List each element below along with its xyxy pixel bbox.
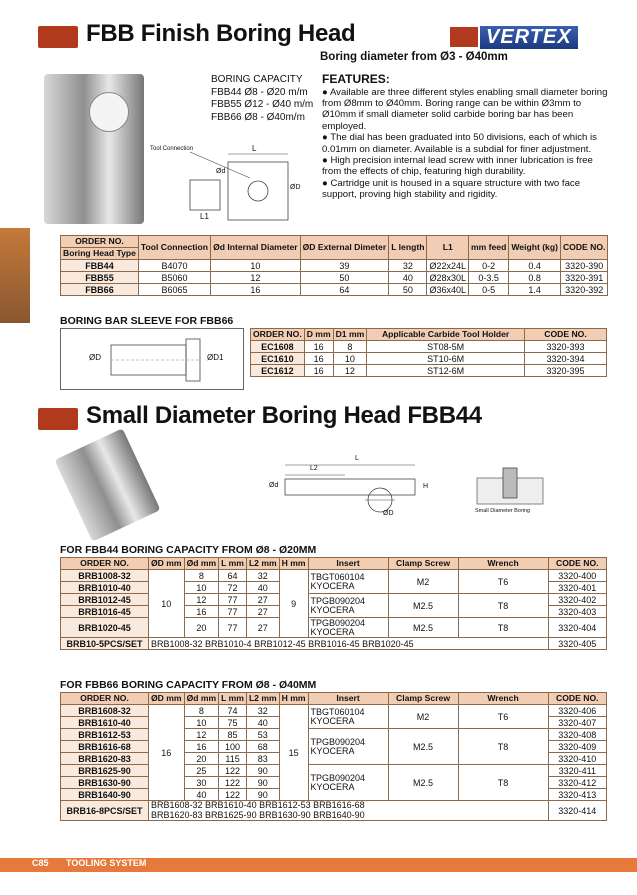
col-header: Ød mm <box>184 558 219 570</box>
boring-head-photo <box>44 74 144 224</box>
capacity-heading: BORING CAPACITY <box>211 74 303 85</box>
table-row: BRB1008-32 10 8 64 32 9 TBGT060104 KYOCERA M2 T6 3320-400 <box>61 570 607 582</box>
page-subtitle: Boring diameter from Ø3 - Ø40mm <box>320 51 508 63</box>
col-header: ØD External Dimeter <box>300 236 389 260</box>
brand-logo-icon <box>38 408 78 430</box>
col-header: CODE NO. <box>560 236 608 260</box>
col-header: Wrench <box>458 693 548 705</box>
col-header: CODE NO. <box>548 558 606 570</box>
col-header: L2 mm <box>246 558 279 570</box>
feature-item: ● The dial has been graduated into 50 divisions, each of which is 0.01mm on diameter. Available is a subdial for finer adjustment. <box>322 132 597 155</box>
tool-connection-label: Tool Connection <box>150 146 194 152</box>
col-header: Applicable Carbide Tool Holder <box>367 329 525 341</box>
col-header: Tool Connection <box>138 236 210 260</box>
table-row: EC1608 16 8 ST08-5M 3320-393 <box>251 341 607 353</box>
col-header: ORDER NO. <box>251 329 305 341</box>
table-row: BRB16-8PCS/SET BRB1608-32 BRB1610-40 BRB1612-53 BRB1616-68 BRB1620-83 BRB1625-90 BRB1630-90 BRB1640-90 3320-414 <box>61 801 607 821</box>
features-section <box>322 72 609 201</box>
table-row: BRB1640-90 40 122 90 3320-413 <box>61 789 607 801</box>
illustration-caption: Small Diameter Boring <box>475 508 531 514</box>
sleeve-drawing <box>60 328 244 390</box>
col-header: H mm <box>279 693 308 705</box>
table-row: BRB1620-83 20 115 83 3320-410 <box>61 753 607 765</box>
col-header: ORDER NO. <box>61 236 139 248</box>
page-number: C85 <box>32 858 49 868</box>
dim-h-label: H <box>423 483 429 490</box>
table-row: EC1612 16 12 ST12-6M 3320-395 <box>251 365 607 377</box>
col-header: L length <box>389 236 427 260</box>
capacity-line: FBB66 Ø8 - Ø40m/m <box>211 111 305 123</box>
col-header: D1 mm <box>333 329 367 341</box>
feature-item: ● High precision internal lead screw with inner lubrication is free from the effects of chip, featuring high durability. <box>322 155 593 178</box>
table-row: BRB10-5PCS/SET BRB1008-32 BRB1010-4 BRB1012-45 BRB1016-45 BRB1020-45 3320-405 <box>61 638 607 650</box>
col-header: ØD mm <box>149 558 185 570</box>
boring-bar-drawing <box>265 455 465 520</box>
col-header: L1 <box>427 236 469 260</box>
features-heading: FEATURES: <box>322 72 390 86</box>
col-header: mm feed <box>468 236 508 260</box>
table-row: BRB1020-45 20 77 27 TPGB090204 KYOCERA M2.5 T8 3320-404 <box>61 618 607 638</box>
col-header: ORDER NO. <box>61 693 149 705</box>
col-header: Clamp Screw <box>388 693 458 705</box>
col-header: Insert <box>308 558 388 570</box>
col-header: L2 mm <box>246 693 279 705</box>
vertex-logo-icon <box>450 27 478 47</box>
boring-head-drawing <box>150 140 310 225</box>
col-subheader: Boring Head Type <box>61 248 139 260</box>
col-header: Clamp Screw <box>388 558 458 570</box>
col-header: CODE NO. <box>525 329 607 341</box>
dim-l2-label: L2 <box>310 465 318 472</box>
page-title: FBB Finish Boring Head <box>86 20 356 47</box>
dim-l-label: L <box>355 455 359 462</box>
table-row: EC1610 16 10 ST10-6M 3320-394 <box>251 353 607 365</box>
dim-d-label: ØD <box>383 510 394 517</box>
brand-name: VERTEX <box>480 26 578 49</box>
footer-label: TOOLING SYSTEM <box>66 858 147 868</box>
col-header: Wrench <box>458 558 548 570</box>
table-row: BRB1012-45 12 77 27 TPGB090204 KYOCERA M2.5 T8 3320-402 <box>61 594 607 606</box>
table-row: BRB1630-90 30 122 90 3320-412 <box>61 777 607 789</box>
fbb44-table <box>60 557 607 650</box>
fbb66-heading: FOR FBB66 BORING CAPACITY FROM Ø8 - Ø40MM <box>60 679 317 691</box>
boring-capacity <box>211 74 313 124</box>
dim-d-label: ØD <box>290 184 301 191</box>
dim-small-d-label: Ød <box>216 168 226 175</box>
col-header: ORDER NO. <box>61 558 149 570</box>
table-row: BRB1616-68 16 100 68 3320-409 <box>61 741 607 753</box>
side-tab-image <box>0 228 30 323</box>
fbb44-heading: FOR FBB44 BORING CAPACITY FROM Ø8 - Ø20MM <box>60 544 317 556</box>
col-header: ØD mm <box>149 693 185 705</box>
table-row: BRB1612-53 12 85 53 TPGB090204 KYOCERA M2.5 T8 3320-408 <box>61 729 607 741</box>
table-row: FBB55 B5060 12 50 40 Ø28x30L 0-3.5 0.8 3320-391 <box>61 272 608 284</box>
table-row: BRB1610-40 10 75 40 3320-407 <box>61 717 607 729</box>
col-header: Ød mm <box>184 693 219 705</box>
table-row: BRB1010-40 10 72 40 3320-401 <box>61 582 607 594</box>
dim-l1-label: L1 <box>200 212 209 221</box>
dim-l-label: L <box>252 144 257 153</box>
small-boring-head-photo <box>54 428 160 541</box>
sleeve-table <box>250 328 607 377</box>
small-boring-illustration <box>475 448 545 523</box>
section-title: Small Diameter Boring Head FBB44 <box>86 402 482 429</box>
boring-head-table <box>60 235 608 296</box>
dim-small-d-label: Ød <box>269 482 279 489</box>
table-row: FBB66 B6065 16 64 50 Ø36x40L 0-5 1.4 3320-392 <box>61 284 608 296</box>
capacity-line: FBB55 Ø12 - Ø40 m/m <box>211 99 314 110</box>
feature-item: ● Cartridge unit is housed in a square structure with two face support, proving high stability and rigidity. <box>322 178 581 201</box>
col-header: Insert <box>308 693 388 705</box>
col-header: L mm <box>219 693 247 705</box>
brand-logo-icon <box>38 26 78 48</box>
feature-item: ● Available are three different styles enabling small diameter boring from Ø8mm to Ø40mm. Boring range can be within Ø3mm to Ø10mm if small diameter solid carbide boring bar has been employed. <box>322 87 608 132</box>
capacity-line: FBB44 Ø8 - Ø20 m/m <box>211 86 308 98</box>
table-row: BRB1625-90 25 122 90 TPGB090204 KYOCERA M2.5 T8 3320-411 <box>61 765 607 777</box>
col-header: H mm <box>279 558 308 570</box>
table-row: BRB1016-45 16 77 27 3320-403 <box>61 606 607 618</box>
col-header: Ød Internal Diameter <box>211 236 301 260</box>
dim-d1-label: ØD1 <box>207 353 224 362</box>
col-header: CODE NO. <box>548 693 606 705</box>
sleeve-heading: BORING BAR SLEEVE FOR FBB66 <box>60 315 234 327</box>
col-header: D mm <box>304 329 333 341</box>
col-header: L mm <box>219 558 247 570</box>
fbb66-table <box>60 692 607 821</box>
col-header: Weight (kg) <box>509 236 561 260</box>
table-row: BRB1608-32 16 8 74 32 15 TBGT060104 KYOCERA M2 T6 3320-406 <box>61 705 607 717</box>
table-row: FBB44 B4070 10 39 32 Ø22x24L 0-2 0.4 3320-390 <box>61 260 608 272</box>
dim-d-label: ØD <box>89 353 101 362</box>
